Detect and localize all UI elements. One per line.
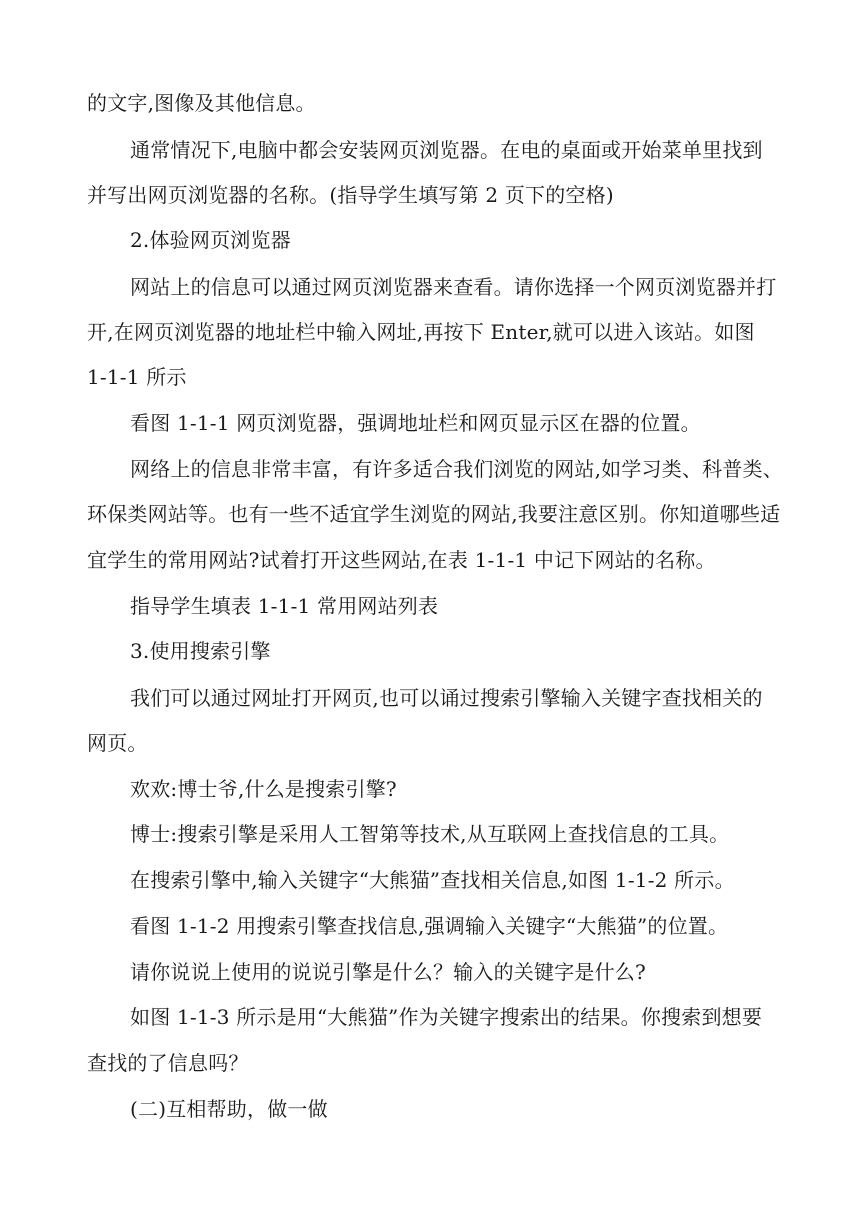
text-line: 网页。 <box>87 731 148 755</box>
text-line: 的文字,图像及其他信息。 <box>87 91 316 115</box>
text-line: 环保类网站等。也有一些不适宜学生浏览的网站,我要注意区别。你知道哪些适 <box>87 502 781 526</box>
dialogue-line: 欢欢:博士爷,什么是搜索引擎? <box>130 777 397 801</box>
section-heading: (二)互相帮助，做一做 <box>130 1097 328 1121</box>
paragraph-start: 指导学生填表 1-1-1 常用网站列表 <box>130 594 439 618</box>
paragraph-start: 请你说说上使用的说说引擎是什么？输入的关键字是什么? <box>130 960 646 984</box>
paragraph-start: 在搜索引擎中,输入关键字“大熊猫”查找相关信息,如图 1-1-2 所示。 <box>130 868 735 892</box>
paragraph-start: 看图 1-1-2 用搜索引擎查找信息,强调输入关键字“大熊猫”的位置。 <box>130 914 729 938</box>
text-line: 开,在网页浏览器的地址栏中输入网址,再按下 Enter,就可以进入该站。如图 <box>87 320 755 344</box>
paragraph-start: 看图 1-1-1 网页浏览器，强调地址栏和网页显示区在器的位置。 <box>130 411 701 435</box>
text-line: 查找的了信息吗？ <box>87 1051 249 1075</box>
text-line: 宜学生的常用网站?试着打开这些网站,在表 1-1-1 中记下网站的名称。 <box>87 548 716 572</box>
text-line: 并写出网页浏览器的名称。(指导学生填写第 2 页下的空格) <box>87 183 614 207</box>
section-heading: 3.使用搜索引擎 <box>130 639 271 663</box>
paragraph-start: 网站上的信息可以通过网页浏览器来查看。请你选择一个网页浏览器并打 <box>130 275 777 299</box>
paragraph-start: 网络上的信息非常丰富，有许多适合我们浏览的网站,如学习类、科普类、 <box>130 457 783 481</box>
dialogue-line: 博士:搜索引擎是采用人工智第等技术,从互联网上查找信息的工具。 <box>130 822 730 846</box>
paragraph-start: 通常情况下,电脑中都会安装网页浏览器。在电的桌面或开始菜单里找到 <box>130 138 763 162</box>
paragraph-start: 如图 1-1-3 所示是用“大熊猫”作为关键字搜索出的结果。你搜索到想要 <box>130 1005 763 1029</box>
text-line: 1-1-1 所示 <box>87 365 187 389</box>
section-heading: 2.体验网页浏览器 <box>130 228 291 252</box>
paragraph-start: 我们可以通过网址打开网页,也可以诵过搜索引擎输入关键字查找相关的 <box>130 686 763 710</box>
